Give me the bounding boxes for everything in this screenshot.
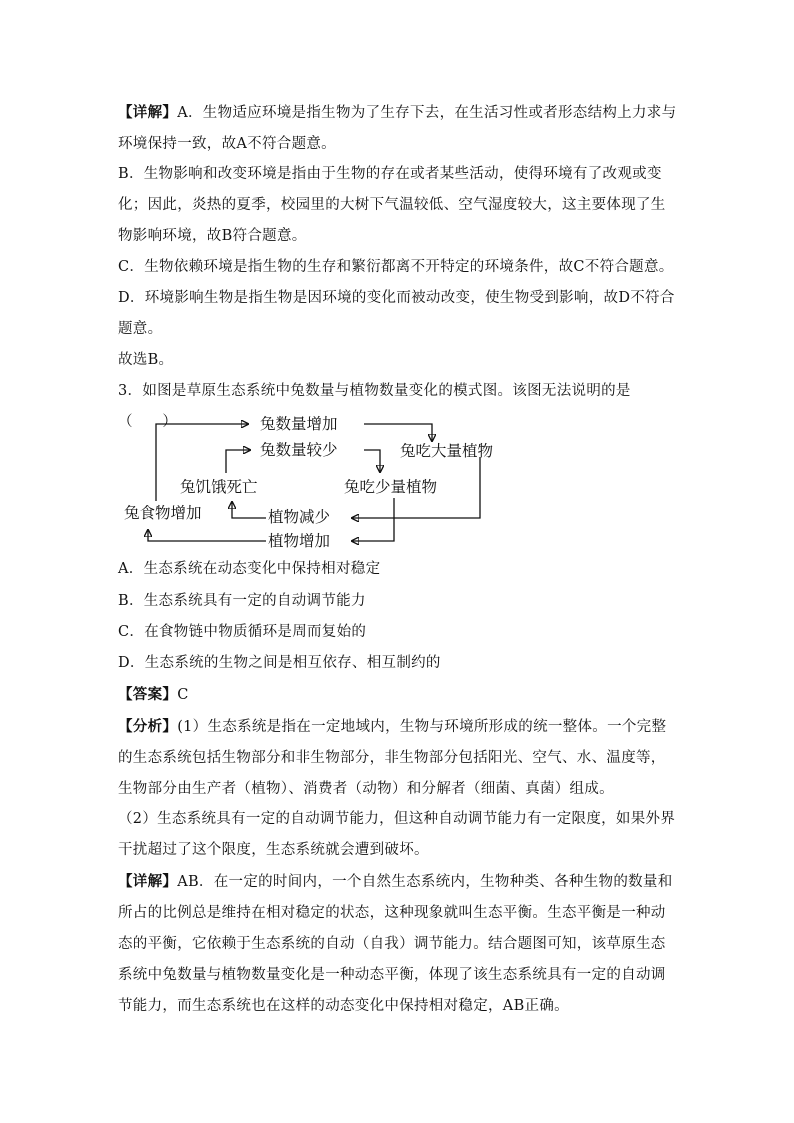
detail-tag-2: 【详解】 [118,873,178,890]
detail-a-text: A．生物适应环境是指生物为了生存下去，在生活习性或者形态结构上力求与环境保持一致，故A不符合题意。 [118,105,677,152]
label-eat-many: 兔吃大量植物 [400,442,494,460]
arrow-plant-increase-to-food [148,530,266,541]
prev-conclusion: 故选B。 [118,352,174,368]
arrow-increase-to-eat-many [364,424,432,441]
label-rabbit-decrease: 兔数量较少 [260,441,338,459]
option-b: B．生态系统具有一定的自动调节能力 [118,593,366,609]
prev-detail-c: C．生物依赖环境是指生物的生存和繁衍都离不开特定的环境条件，故C不符合题意。 [118,259,674,275]
answer-tag: 【答案】 [118,686,178,703]
label-eat-few: 兔吃少量植物 [344,478,438,496]
answer-value: C [177,687,189,703]
arrow-plant-decrease-to-starve [232,502,266,518]
detail-ab-text: AB．在一定的时间内，一个自然生态系统内，生物种类、各种生物的数量和所占的比例总是维持在相对稳定的状态，这种现象就叫生态平衡。生态平衡是一种动态的平衡，它依赖于生态系统的自动（自我）调节能力。结合题图可知，该草原生态系统中兔数量与植物数量变化是一种动态平衡，体现了该生态系统具有一定的自动调节能力，而生态系统也在这样的动态变化中保持相对稳定，AB正确。 [118,874,673,1014]
rabbit-plant-cycle-diagram [118,408,538,554]
analysis-tag: 【分析】 [118,718,178,735]
option-d: D．生态系统的生物之间是相互依存、相互制约的 [118,655,441,671]
label-rabbit-increase: 兔数量增加 [260,415,338,433]
detail-ab [118,866,678,1022]
analysis-2: （2）生态系统具有一定的自动调节能力，但这种自动调节能力有一定限度，如果外界干扰超过了这个限度，生态系统就会遭到破坏。 [118,811,676,858]
analysis-1-text: (1）生态系统是指在一定地域内，生物与环境所形成的统一整体。一个完整的生态系统包括生物部分和非生物部分，非生物部分包括阳光、空气、水、温度等，生物部分由生产者（植物）、消费者（动物）和分解者（细菌、真菌）组成。 [118,719,667,797]
label-food-increase: 兔食物增加 [124,504,202,522]
option-a: A．生态系统在动态变化中保持相对稳定 [118,561,381,577]
prev-detail-b: B．生物影响和改变环境是指由于生物的存在或者某些活动，使得环境有了改观或变化；因此，炎热的夏季，校园里的大树下气温较低、空气湿度较大，这主要体现了生物影响环境，故B符合题意。 [118,166,666,244]
answer-line [118,679,678,711]
label-plant-increase: 植物增加 [268,532,331,550]
question-stem: 3．如图是草原生态系统中兔数量与植物数量变化的模式图。该图无法说明的是（ ） [118,383,631,430]
prev-detail-d: D．环境影响生物是指生物是因环境的变化而被动改变，使生物受到影响，故D不符合题意。 [118,290,675,337]
option-c: C．在食物链中物质循环是周而复始的 [118,624,367,640]
detail-tag: 【详解】 [118,104,178,121]
arrow-starve-to-decrease [226,450,250,473]
label-plant-decrease: 植物减少 [268,508,331,526]
label-starve: 兔饥饿死亡 [180,478,258,496]
arrow-eat-few-to-plant-increase [352,498,394,541]
prev-detail-a [118,97,678,160]
arrow-decrease-to-eat-few [364,450,380,472]
analysis-1 [118,711,678,805]
